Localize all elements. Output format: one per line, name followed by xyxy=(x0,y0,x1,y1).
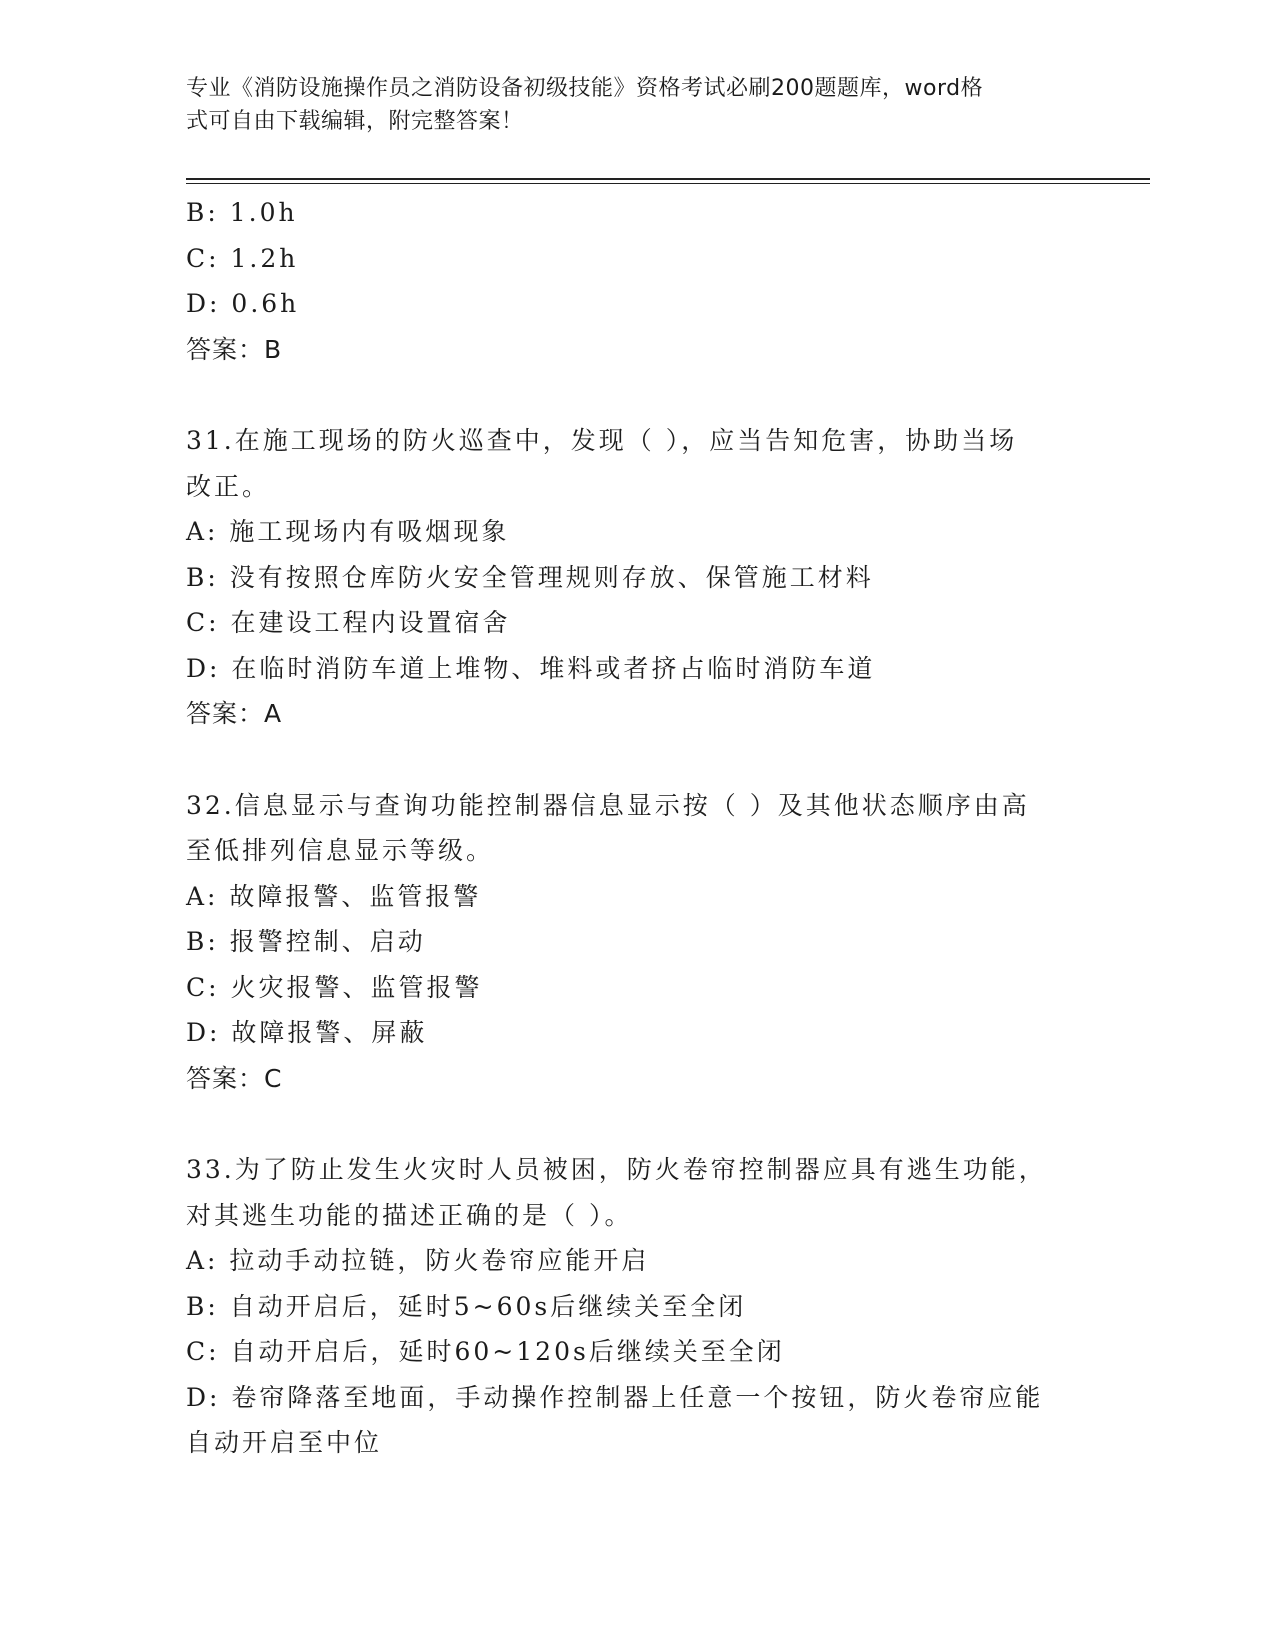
answer: 答案：A xyxy=(186,699,283,728)
question-30-tail xyxy=(186,190,1076,372)
spacer xyxy=(186,1101,1076,1147)
option-c: C: 1.2h xyxy=(186,243,299,273)
question-stem-line-1: 32.信息显示与查询功能控制器信息显示按（ ）及其他状态顺序由高 xyxy=(186,790,1030,820)
question-stem-line-2: 改正。 xyxy=(186,471,271,501)
option-d-line-2: 自动开启至中位 xyxy=(186,1428,383,1457)
header-rule-thick xyxy=(186,178,1150,180)
option-b: B: 1.0h xyxy=(186,198,298,227)
header-line-1: 专业《消防设施操作员之消防设备初级技能》资格考试必刷200题题库，word格 xyxy=(186,76,984,101)
header-rule-thin xyxy=(186,183,1150,184)
question-stem-line-2: 至低排列信息显示等级。 xyxy=(186,836,495,865)
question-31 xyxy=(186,418,1076,737)
question-stem-line-2: 对其逃生功能的描述正确的是（ ）。 xyxy=(186,1200,633,1230)
spacer xyxy=(186,372,1076,418)
question-stem-line-1: 31.在施工现场的防火巡查中，发现（ ），应当告知危害，协助当场 xyxy=(186,426,1018,455)
option-d: D: 在临时消防车道上堆物、堆料或者挤占临时消防车道 xyxy=(186,653,876,683)
option-c: C: 自动开启后，延时60~120s后继续关至全闭 xyxy=(186,1337,785,1366)
spacer xyxy=(186,737,1076,783)
answer: 答案：B xyxy=(186,334,283,364)
option-c: C: 在建设工程内设置宿舍 xyxy=(186,608,511,637)
option-b: B: 报警控制、启动 xyxy=(186,927,426,956)
option-a: A: 施工现场内有吸烟现象 xyxy=(186,517,510,546)
answer: 答案：C xyxy=(186,1063,283,1093)
question-32 xyxy=(186,783,1076,1102)
option-a: A: 故障报警、监管报警 xyxy=(186,881,482,911)
option-a: A: 拉动手动拉链，防火卷帘应能开启 xyxy=(186,1246,650,1275)
document-body xyxy=(186,190,1076,1466)
option-d: D: 故障报警、屏蔽 xyxy=(186,1018,428,1047)
option-c: C: 火灾报警、监管报警 xyxy=(186,972,483,1002)
option-b: B: 没有按照仓库防火安全管理规则存放、保管施工材料 xyxy=(186,562,874,592)
option-d-line-1: D: 卷帘降落至地面，手动操作控制器上任意一个按钮，防火卷帘应能 xyxy=(186,1382,1044,1412)
option-b: B: 自动开启后，延时5~60s后继续关至全闭 xyxy=(186,1291,747,1321)
header-line-2: 式可自由下载编辑，附完整答案！ xyxy=(186,109,524,134)
document-header xyxy=(186,72,1066,138)
option-d: D: 0.6h xyxy=(186,289,300,318)
question-33 xyxy=(186,1147,1076,1466)
question-stem-line-1: 33.为了防止发生火灾时人员被困，防火卷帘控制器应具有逃生功能， xyxy=(186,1155,1047,1184)
